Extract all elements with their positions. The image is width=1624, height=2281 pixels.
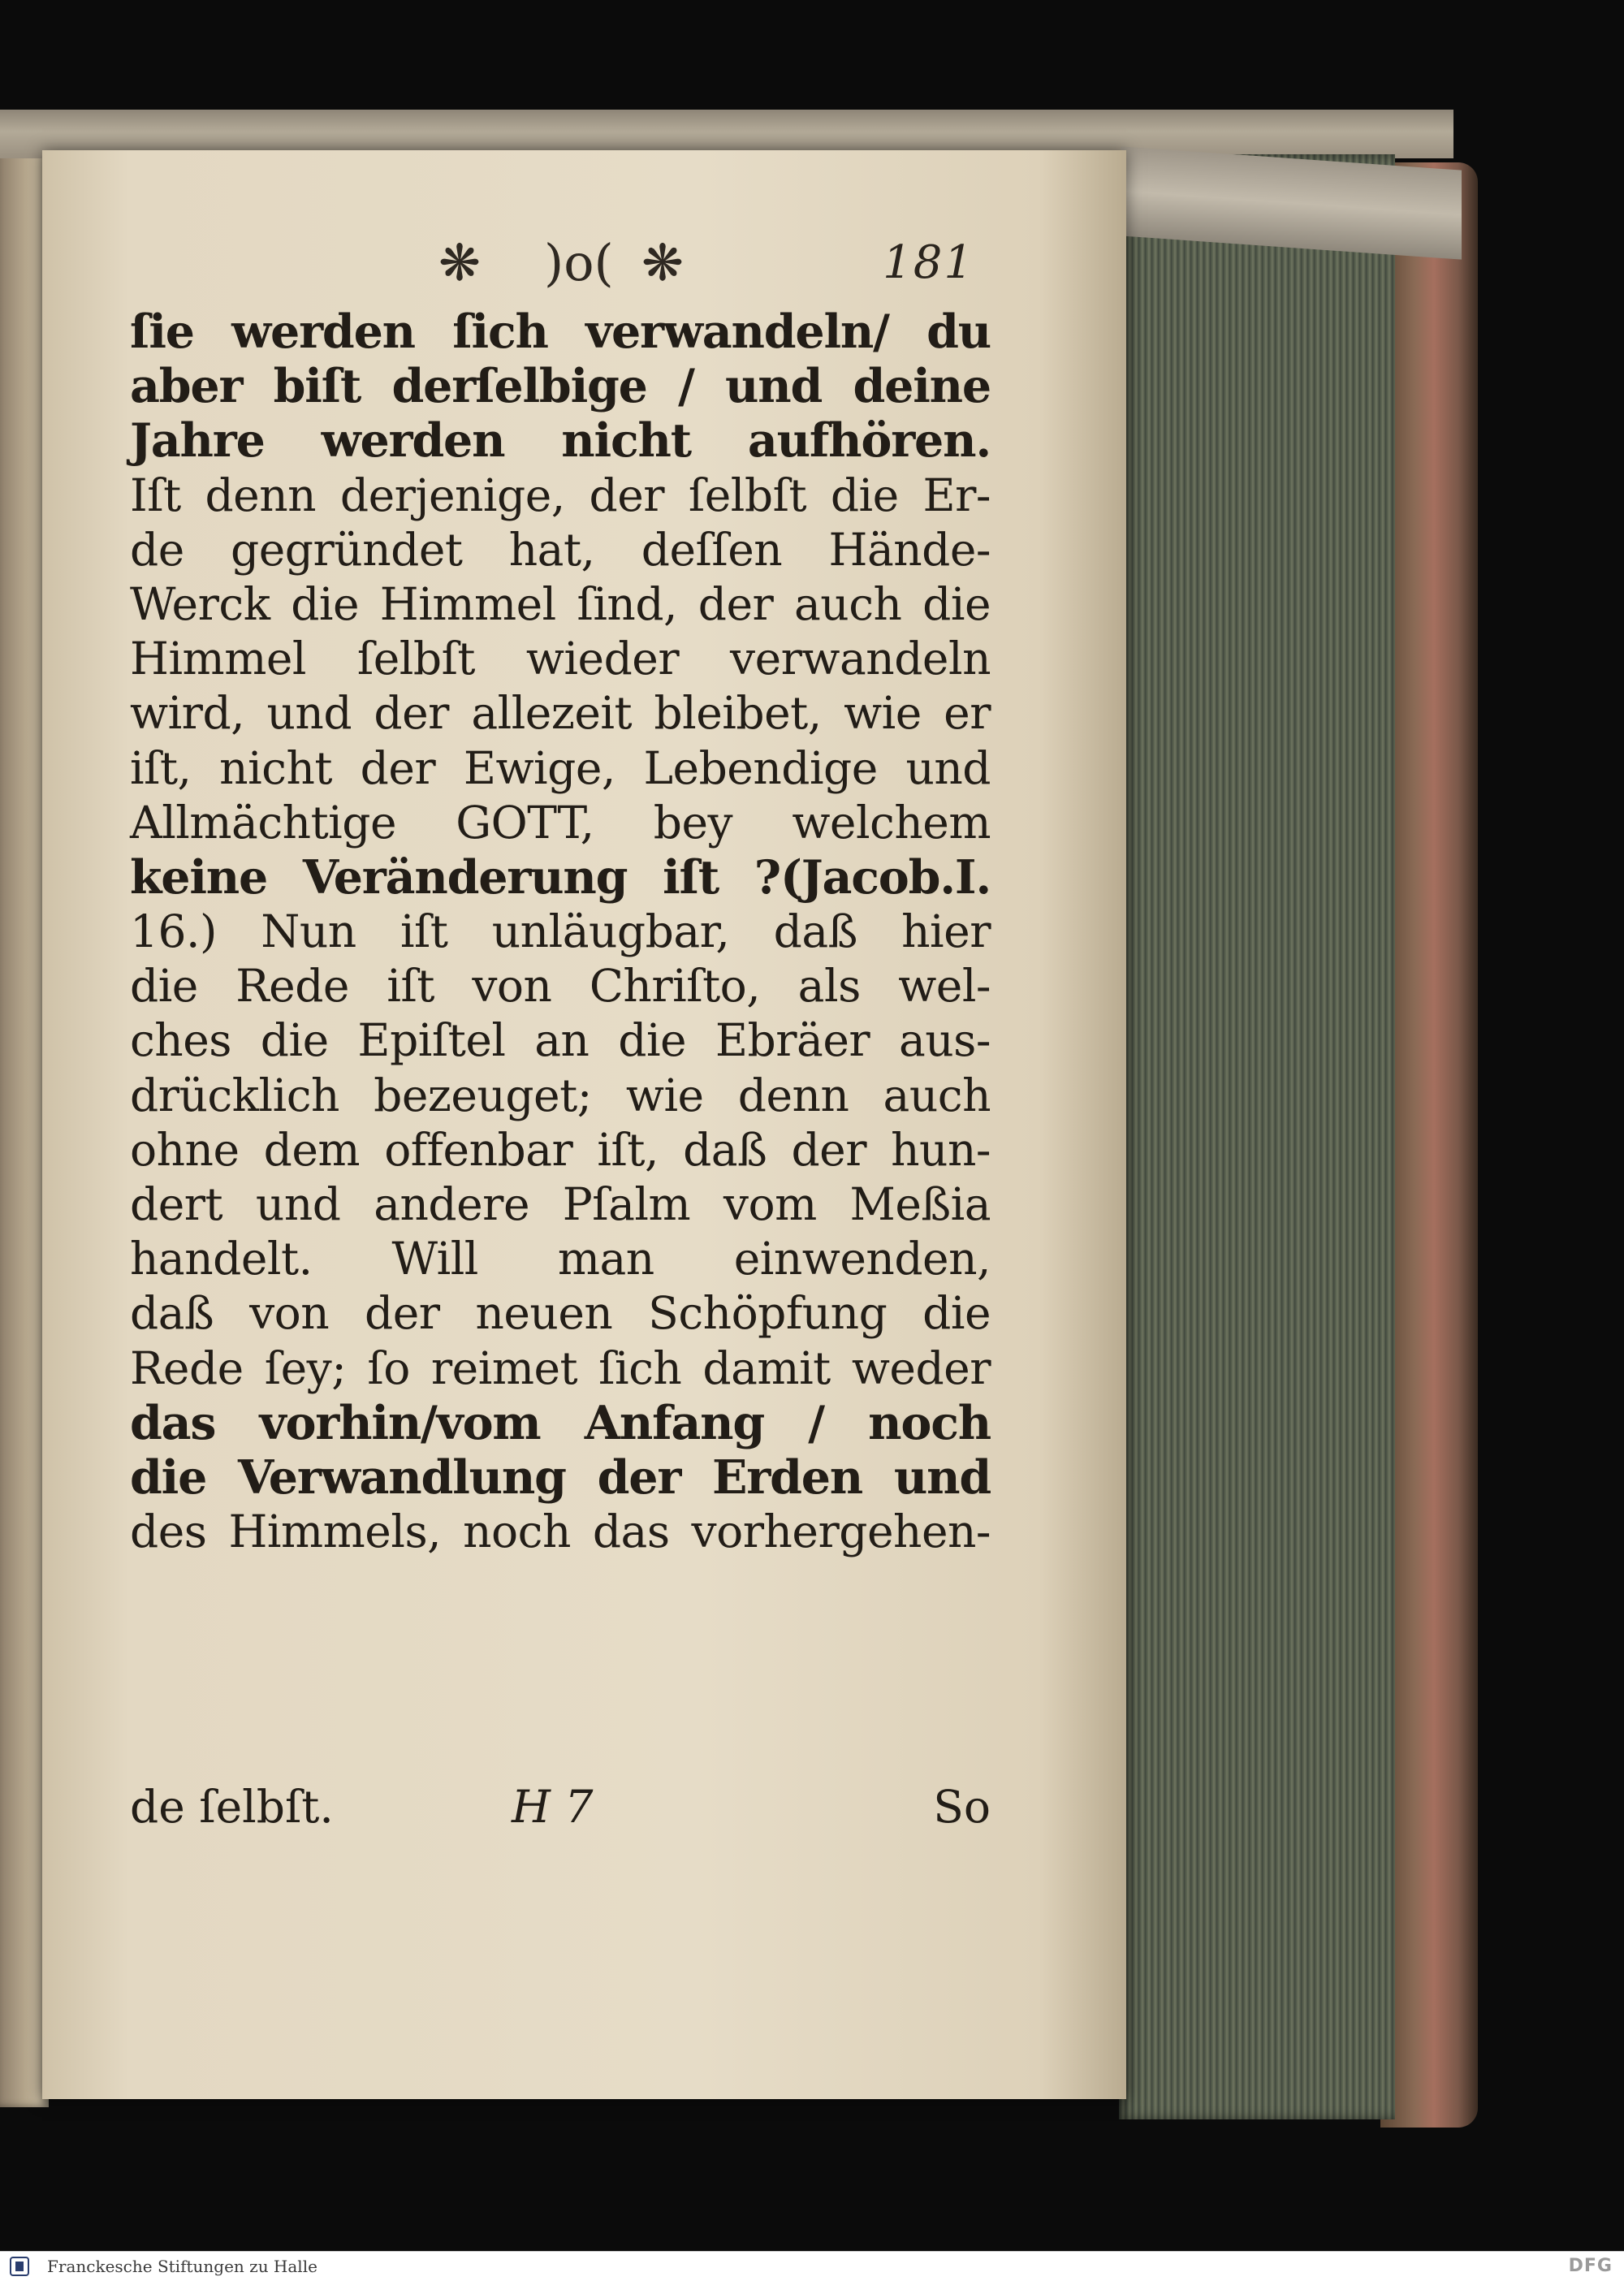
text-line: Werck die Himmel ſind, der auch die (130, 577, 991, 630)
text-line: aber biſt derſelbige / und deine (130, 359, 991, 414)
text-line: ches die Epiſtel an die Ebräer aus- (130, 1014, 991, 1067)
page-foot-line (130, 1778, 991, 1835)
page-block-edge (1119, 154, 1395, 2119)
text-line: Himmel ſelbſt wieder verwandeln (130, 633, 991, 685)
text-line: Iſt denn derjenige, der ſelbſt die Er- (130, 469, 991, 521)
text-line: handelt. Will man einwenden, (130, 1233, 991, 1285)
signature-mark: H 7 (512, 1781, 594, 1833)
text-line: 16.) Nun iſt unläugbar, daß hier (130, 905, 991, 958)
institution-logo-icon (10, 2257, 29, 2276)
text-line: ſie werden ſich verwandeln/ du (130, 305, 991, 359)
text-line: Allmächtige GOTT, bey welchem (130, 796, 991, 849)
book-cover-board (1380, 162, 1478, 2128)
page-number: 181 (883, 236, 974, 289)
text-line: das vorhin/vom Anfang / noch (130, 1395, 991, 1450)
dfg-logo: DFG (1568, 2256, 1613, 2276)
text-line: Jahre werden nicht aufhören. (130, 413, 991, 469)
previous-page-edge (0, 142, 49, 2107)
last-text-line: de ſelbſt. (130, 1781, 334, 1833)
page-header (438, 231, 974, 296)
text-line: ohne dem offenbar iſt, daß der hun- (130, 1123, 991, 1176)
catchword: So (933, 1781, 991, 1833)
viewer-footer (0, 2251, 1624, 2281)
institution-label: Franckesche Stiftungen zu Halle (47, 2257, 317, 2276)
text-line: die Rede iſt von Chriſto, als wel- (130, 960, 991, 1013)
flower-ornament-icon: ❋ (438, 233, 481, 292)
body-text (130, 305, 991, 1559)
text-line: drücklich bezeuget; wie denn auch (130, 1069, 991, 1121)
text-line: daß von der neuen Schöpfung die (130, 1287, 991, 1340)
text-line: Rede ſey; ſo reimet ſich damit weder (130, 1341, 991, 1394)
text-line: iſt, nicht der Ewige, Lebendige und (130, 741, 991, 794)
text-line: dert und andere Pſalm vom Meßia (130, 1178, 991, 1230)
header-ornament: )o( (544, 233, 614, 292)
text-line: die Verwandlung der Erden und (130, 1449, 991, 1505)
flower-ornament-icon: ❋ (641, 233, 684, 292)
text-line: wird, und der allezeit bleibet, wie er (130, 687, 991, 740)
text-line: de gegründet hat, deſſen Hände- (130, 523, 991, 576)
text-line: des Himmels, noch das vorhergehen- (130, 1506, 991, 1558)
text-line: keine Veränderung iſt ?(Jacob.I. (130, 849, 991, 905)
